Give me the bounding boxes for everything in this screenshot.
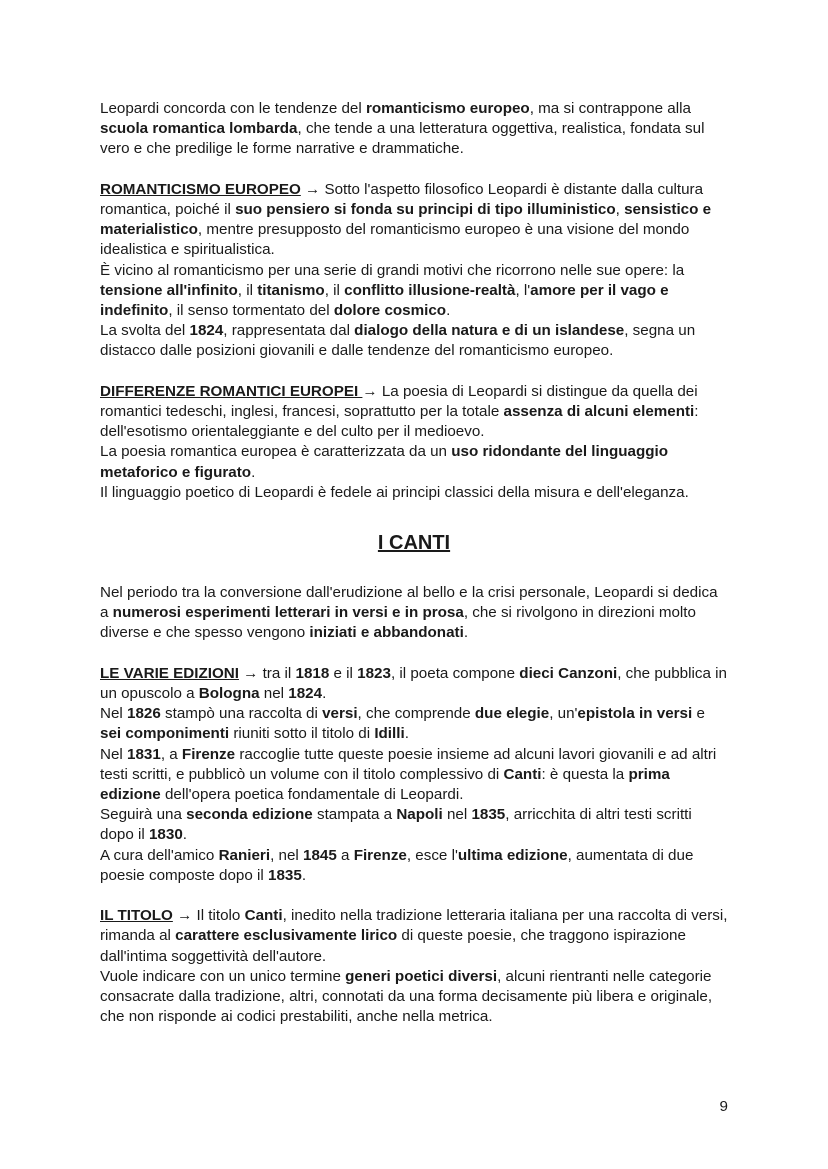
- edizioni-paragraph-2: Nel 1826 stampò una raccolta di versi, che comprende due elegie, un'epistola in versi e sei componimenti riuniti sotto il titolo di Idilli.: [100, 705, 705, 743]
- section-label-romanticismo: ROMANTICISMO EUROPEO: [100, 180, 301, 198]
- section-label-edizioni: LE VARIE EDIZIONI: [100, 664, 239, 682]
- page-number: 9: [719, 1098, 728, 1115]
- intro-paragraph: Leopardi concorda con le tendenze del romanticismo europeo, ma si contrappone alla scuola romantica lombarda, che tende a una letteratura oggettiva, realistica, fondata sul vero e che predilige le forme narrative e drammatiche.: [100, 100, 705, 158]
- romanticismo-paragraph-1: ROMANTICISMO EUROPEO → Sotto l'aspetto filosofico Leopardi è distante dalla cultura romantica, poiché il suo pensiero si fonda su principi di tipo illuministico, sensistico e materialistico, mentre presupposto del romanticismo europeo è una visione del mondo idealistica e spiritualistica.: [100, 180, 712, 259]
- section-label-differenze: DIFFERENZE ROMANTICI EUROPEI: [100, 382, 363, 400]
- edizioni-paragraph-3: Nel 1831, a Firenze raccoglie tutte queste poesie insieme ad alcuni lavori giovanili e ad altri testi scritti, e pubblicò un volume con il titolo complessivo di Canti: è questa la prima edizione dell'opera poetica fondamentale di Leopardi.: [100, 745, 717, 804]
- edizioni-paragraph-1: LE VARIE EDIZIONI → tra il 1818 e il 1823, il poeta compone dieci Canzoni, che pubblica in un opuscolo a Bologna nel 1824.: [100, 664, 727, 703]
- titolo-paragraph-2: Vuole indicare con un unico termine generi poetici diversi, alcuni rientranti nelle categorie consacrate dalla tradizione, altri, connotati da una forma decisamente più libera e originale, che non risponde ai codici prestabiliti, anche nella metrica.: [100, 967, 713, 1026]
- differenze-paragraph-1: DIFFERENZE ROMANTICI EUROPEI → La poesia di Leopardi si distingue da quella dei romantici tedeschi, inglesi, francesi, soprattutto per la totale assenza di alcuni elementi: dell'esotismo orientaleggiante e del culto per il medioevo.: [100, 382, 699, 441]
- edizioni-paragraph-5: A cura dell'amico Ranieri, nel 1845 a Firenze, esce l'ultima edizione, aumentata di due poesie composte dopo il 1835.: [100, 846, 694, 884]
- section-label-titolo: IL TITOLO: [100, 907, 173, 925]
- romanticismo-paragraph-2: È vicino al romanticismo per una serie di grandi motivi che ricorrono nelle sue opere: la tensione all'infinito, il titanismo, il conflitto illusione-realtà, l'amore per il vago e indefinito, il senso tormentato del dolore cosmico.: [100, 261, 685, 320]
- differenze-paragraph-3: Il linguaggio poetico di Leopardi è fedele ai principi classici della misura e dell'eleganza.: [100, 483, 689, 501]
- document-page: [100, 99, 728, 1027]
- canti-paragraph: Nel periodo tra la conversione dall'erudizione al bello e la crisi personale, Leopardi si dedica a numerosi esperimenti letterari in versi e in prosa, che si rivolgono in direzioni molto diverse e che spesso vengono iniziati e abbandonati.: [100, 584, 718, 642]
- edizioni-paragraph-4: Seguirà una seconda edizione stampata a Napoli nel 1835, arricchita di altri testi scritti dopo il 1830.: [100, 806, 692, 844]
- section-title-canti: I CANTI: [377, 531, 451, 554]
- titolo-paragraph-1: IL TITOLO → Il titolo Canti, inedito nella tradizione letteraria italiana per una raccolta di versi, rimanda al carattere esclusivamente lirico di queste poesie, che traggono ispirazione dall'intima soggettività dell'autore.: [100, 907, 728, 965]
- section-heading-wrapper: [100, 503, 728, 583]
- romanticismo-paragraph-3: La svolta del 1824, rappresentata dal dialogo della natura e di un islandese, segna un distacco dalle posizioni giovanili e dalle tendenze del romanticismo europeo.: [100, 322, 696, 360]
- differenze-paragraph-2: La poesia romantica europea è caratterizzata da un uso ridondante del linguaggio metaforico e figurato.: [100, 443, 669, 481]
